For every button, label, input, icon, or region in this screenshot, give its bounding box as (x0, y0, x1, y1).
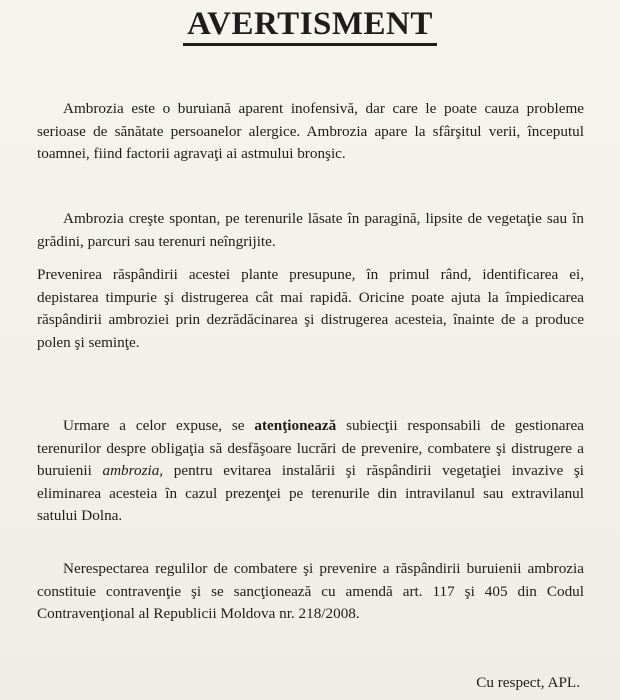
warning-text-start: Urmare a celor expuse, se (63, 417, 255, 434)
paragraph-growth: Ambrozia creşte spontan, pe terenurile lăsate în paragină, lipsite de vegetaţie sau în grădini, parcuri sau terenuri neîngrijite. (37, 210, 584, 250)
paragraph-intro: Ambrozia este o buruiană aparent inofensivă, dar care le poate cauza probleme serioase de sănătate persoanelor alergice. Ambrozia apare la sfârşitul verii, începutul toamnei, fiind factorii agravaţi ai astmului bronşic. (37, 100, 584, 162)
signoff: Cu respect, APL. (476, 674, 580, 691)
warning-keyword: atenţionează (254, 417, 337, 434)
notice-title (0, 6, 620, 43)
paragraph-penalty: Nerespectarea regulilor de combatere şi prevenire a răspândirii buruienii ambrozia constituie contravenţie şi se sancţionează cu amendă art. 117 şi 405 din Codul Contravenţional al Republicii Moldova nr. 218/2008. (37, 560, 584, 622)
title-text: AVERTISMENT (183, 6, 437, 46)
paragraph-prevention: Prevenirea răspândirii acestei plante presupune, în primul rând, identificarea ei, depistarea timpurie şi distrugerea cât mai rapidă. Oricine poate ajuta la împiedicarea răspândirii ambroziei prin dezrădăcinarea şi distrugerea acesteia, înainte de a produce polen şi seminţe. (37, 266, 584, 351)
warning-plant-name: ambrozia, (102, 462, 164, 479)
warning-text-mid: subiecţii responsabili de gestionarea terenurilor despre obligaţia să desfăşoare lucrări de prevenire, combatere şi distrugere a buruienii (37, 417, 584, 479)
paragraph-warning (37, 415, 584, 528)
warning-text-end: pentru evitarea instalării şi răspândirii vegetaţiei invazive şi eliminarea acesteia în cazul prezenţei pe terenurile din intravilanul sau extravilanul satului Dolna. (37, 462, 584, 524)
